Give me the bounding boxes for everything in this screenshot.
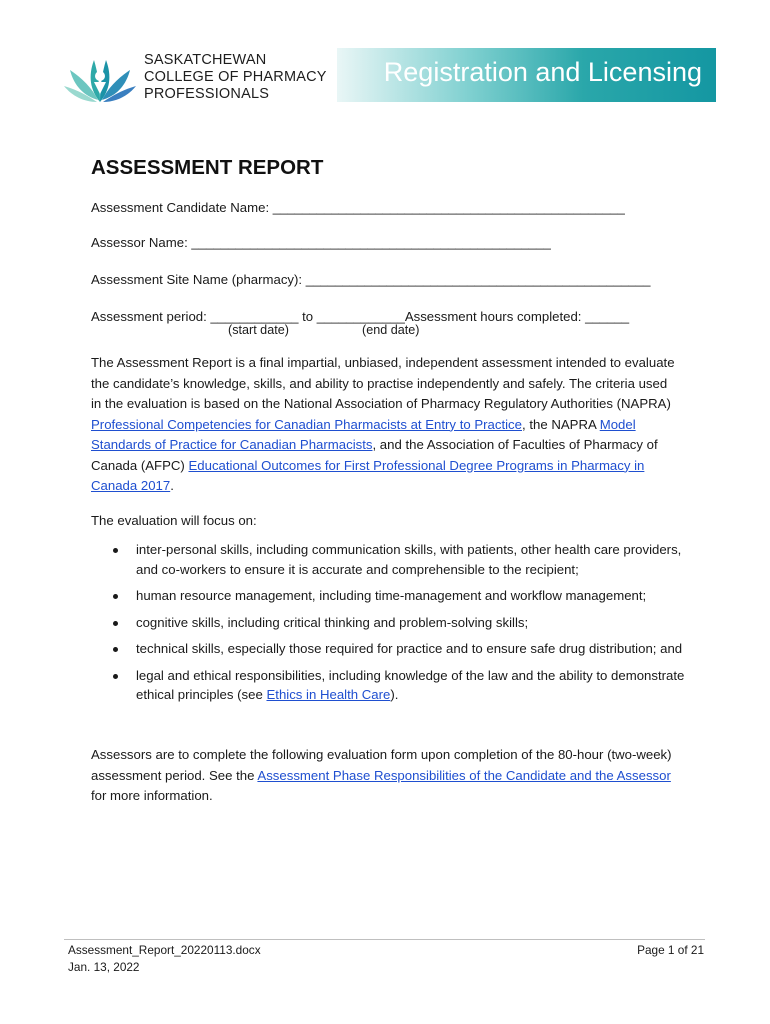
site-name-field[interactable]: Assessment Site Name (pharmacy): _______________________________________________: [91, 272, 651, 287]
closing-text: Assessors are to complete the following evaluation form upon completion of the 80-hour (two-week) assessment period. See the: [91, 747, 672, 783]
college-logo-icon: [64, 46, 136, 104]
footer-filename: Assessment_Report_20220113.docx: [68, 943, 261, 957]
bullet-icon: [113, 548, 118, 553]
organization-name: [144, 52, 327, 103]
org-line-3: PROFESSIONALS: [144, 86, 270, 102]
closing-paragraph: [91, 745, 681, 807]
intro-text-1: The Assessment Report is a final impartial, unbiased, independent assessment intended to evaluate the candidate’s knowledge, skills, and ability to practise independently and safely. The criteria used in the evaluation is based on the National Association of Pharmacy Regulatory Authorities (NAPRA): [91, 355, 675, 411]
candidate-name-field[interactable]: Assessment Candidate Name: ________________________________________________: [91, 200, 625, 215]
assessor-name-field[interactable]: Assessor Name: _________________________________________________: [91, 235, 551, 250]
assessment-period-field[interactable]: Assessment period: ____________ to ____________Assessment hours completed: ______: [91, 309, 630, 324]
bullet-icon: [113, 594, 118, 599]
footer-divider: [64, 939, 705, 940]
list-item-text: human resource management, including time-management and workflow management;: [136, 588, 647, 603]
ethics-link[interactable]: Ethics in Health Care: [266, 687, 391, 702]
section-banner: [337, 48, 716, 102]
page-title: ASSESSMENT REPORT: [91, 156, 324, 179]
list-item-text: technical skills, especially those required for practice and to ensure safe drug distribution; and: [136, 641, 683, 656]
list-item: [91, 639, 691, 659]
bullet-icon: [113, 674, 118, 679]
footer-date: Jan. 13, 2022: [68, 960, 140, 974]
list-item-text: inter-personal skills, including communication skills, with patients, other health care providers, and co-workers to ensure it is accurate and comprehensible to the recipient;: [136, 542, 682, 577]
intro-text-4: .: [170, 478, 174, 493]
intro-text-2: , the NAPRA: [522, 416, 600, 432]
list-item: [91, 613, 691, 633]
list-item: [91, 666, 691, 705]
napra-competencies-link[interactable]: Professional Competencies for Canadian Pharmacists at Entry to Practice: [91, 416, 522, 432]
responsibilities-link[interactable]: Assessment Phase Responsibilities of the Candidate and the Assessor: [257, 767, 671, 783]
end-date-label: (end date): [362, 323, 420, 337]
ethics-tail: ).: [390, 687, 399, 702]
afpc-outcomes-link[interactable]: Educational Outcomes for First Professional Degree Programs in Pharmacy in Canada 2017: [91, 457, 645, 493]
bullet-icon: [113, 621, 118, 626]
intro-paragraph: [91, 353, 681, 497]
focus-list: [91, 540, 691, 705]
page-number: Page 1 of 21: [637, 943, 704, 957]
closing-tail: for more information.: [91, 788, 213, 803]
list-item-text: legal and ethical responsibilities, including knowledge of the law and the ability to demonstrate ethical principles (see: [136, 667, 685, 702]
focus-heading: The evaluation will focus on:: [91, 513, 257, 528]
banner-title: Registration and Licensing: [383, 57, 702, 87]
org-line-2: COLLEGE OF PHARMACY: [144, 69, 327, 85]
org-line-1: SASKATCHEWAN: [144, 52, 267, 68]
napra-standards-link[interactable]: Model Standards of Practice for Canadian Pharmacists: [91, 416, 636, 452]
bullet-icon: [113, 647, 118, 652]
start-date-label: (start date): [228, 323, 289, 337]
list-item-text: cognitive skills, including critical thinking and problem-solving skills;: [136, 614, 529, 630]
intro-text-3: , and the Association of Faculties of Pharmacy of Canada (AFPC): [91, 437, 658, 473]
list-item: [91, 540, 691, 579]
list-item: [91, 586, 691, 606]
